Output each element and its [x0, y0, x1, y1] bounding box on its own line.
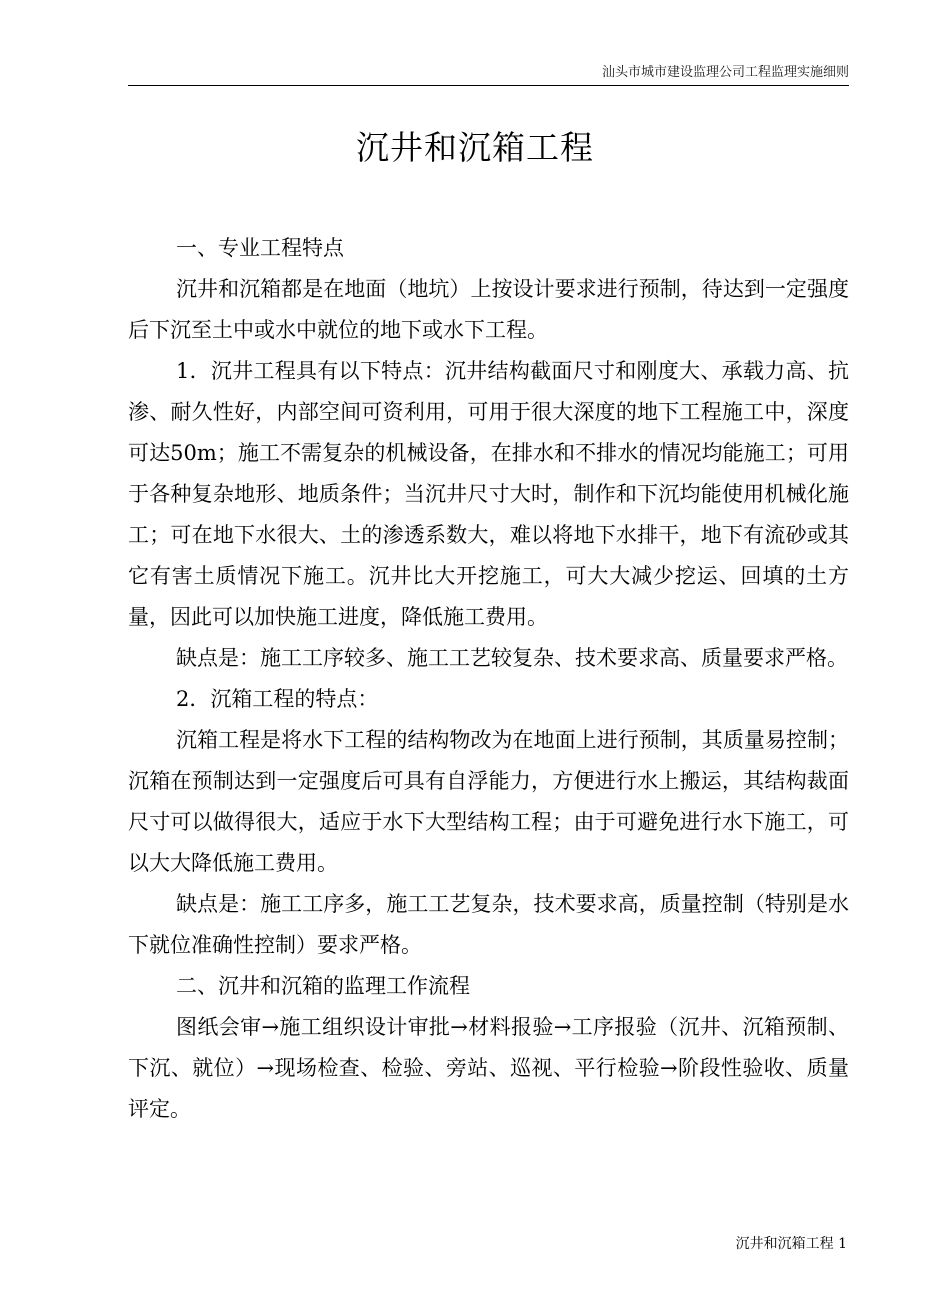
subheading-box-caisson: 2．沉箱工程的特点： — [176, 687, 379, 711]
section-heading-2: 二、沉井和沉箱的监理工作流程 — [176, 974, 470, 998]
paragraph-box-caisson-features: 沉箱工程是将水下工程的结构物改为在地面上进行预制，其质量易控制；沉箱在预制达到一定强度后可具有自浮能力，方便进行水上搬运，其结构裁面尺寸可以做得很大，适应于水下大型结构工程；由于可避免进行水下施工，可以大大降低施工费用。 — [128, 728, 849, 875]
document-title: 沉井和沉箱工程 — [356, 128, 594, 167]
page-header: 汕头市城市建设监理公司工程监理实施细则 — [601, 65, 849, 80]
paragraph-workflow: 图纸会审→施工组织设计审批→材料报验→工序报验（沉井、沉箱预制、下沉、就位）→现场检查、检验、旁站、巡视、平行检验→阶段性验收、质量评定。 — [128, 1015, 849, 1121]
paragraph-caisson-drawbacks: 缺点是：施工工序较多、施工工艺较复杂、技术要求高、质量要求严格。 — [176, 646, 848, 670]
paragraph-box-caisson-drawbacks: 缺点是：施工工序多，施工工艺复杂，技术要求高，质量控制（特别是水下就位准确性控制）要求严格。 — [128, 892, 849, 957]
paragraph-intro: 沉井和沉箱都是在地面（地坑）上按设计要求进行预制，待达到一定强度后下沉至土中或水中就位的地下或水下工程。 — [128, 277, 849, 342]
document-body — [128, 228, 849, 1130]
header-rule — [128, 85, 849, 86]
section-heading-1: 一、专业工程特点 — [176, 236, 344, 260]
page-footer: 沉井和沉箱工程 1 — [735, 1236, 847, 1252]
paragraph-caisson-features: 1．沉井工程具有以下特点：沉井结构截面尺寸和刚度大、承载力高、抗渗、耐久性好，内部空间可资利用，可用于很大深度的地下工程施工中，深度可达50m；施工不需复杂的机械设备，在排水和不排水的情况均能施工；可用于各种复杂地形、地质条件；当沉井尺寸大时，制作和下沉均能使用机械化施工；可在地下水很大、土的渗透系数大，难以将地下水排干，地下有流砂或其它有害土质情况下施工。沉井比大开挖施工，可大大减少挖运、回填的土方量，因此可以加快施工进度，降低施工费用。 — [128, 359, 849, 629]
